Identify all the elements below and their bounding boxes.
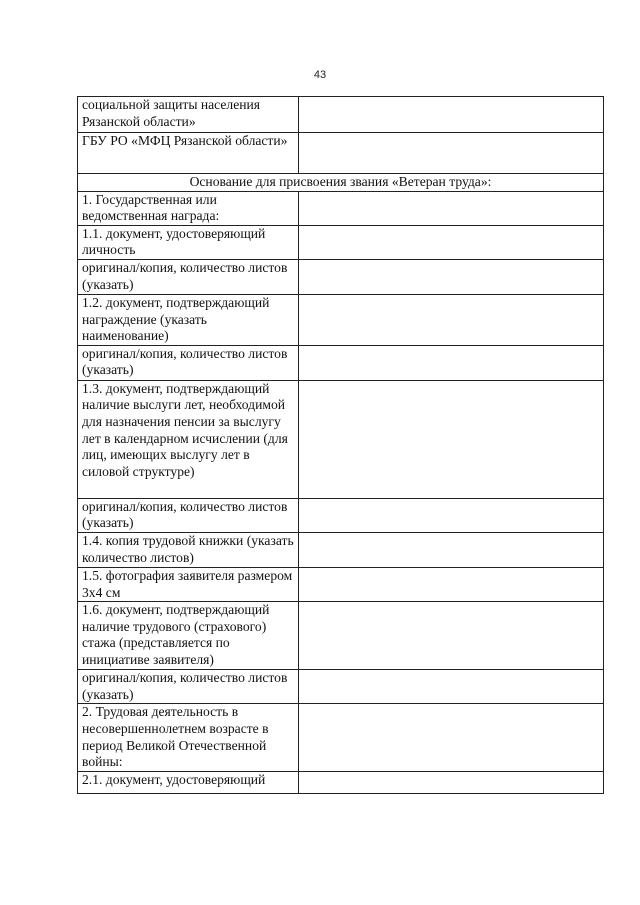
table-row <box>78 602 604 670</box>
row-label: 1.4. копия трудовой книжки (указать количество листов) <box>78 532 299 567</box>
table-row <box>78 133 604 174</box>
row-value-field[interactable] <box>299 191 604 225</box>
table-row <box>78 670 604 704</box>
row-label: 2. Трудовая деятельность в несовершеннолетнем возрасте в период Великой Отечественной войны: <box>78 704 299 772</box>
row-value-field[interactable] <box>299 259 604 294</box>
row-label: 1.6. документ, подтверждающий наличие трудового (страхового) стажа (представляется по инициативе заявителя) <box>78 602 299 670</box>
row-label: оригинал/копия, количество листов (указать) <box>78 345 299 380</box>
row-label: 1.1. документ, удостоверяющий личность <box>78 225 299 259</box>
table-row <box>78 191 604 225</box>
row-value-field[interactable] <box>299 294 604 345</box>
row-value-field[interactable] <box>299 602 604 670</box>
row-value-field[interactable] <box>299 532 604 567</box>
row-label: социальной защиты населения Рязанской области» <box>78 97 299 133</box>
row-value-field[interactable] <box>299 97 604 133</box>
row-label: ГБУ РО «МФЦ Рязанской области» <box>78 133 299 174</box>
table-row <box>78 259 604 294</box>
table-row <box>78 294 604 345</box>
row-value-field[interactable] <box>299 133 604 174</box>
row-label: 1. Государственная или ведомственная награда: <box>78 191 299 225</box>
row-value-field[interactable] <box>299 772 604 794</box>
row-label: 1.2. документ, подтверждающий награждение (указать наименование) <box>78 294 299 345</box>
page-number: 43 <box>313 69 327 81</box>
table-row <box>78 380 604 498</box>
table-row <box>78 772 604 794</box>
table-row <box>78 345 604 380</box>
table-row <box>78 498 604 532</box>
veteran-form-table <box>77 96 604 794</box>
row-value-field[interactable] <box>299 670 604 704</box>
row-value-field[interactable] <box>299 225 604 259</box>
row-label: оригинал/копия, количество листов (указать) <box>78 670 299 704</box>
row-label: оригинал/копия, количество листов (указать) <box>78 498 299 532</box>
row-label: 1.5. фотография заявителя размером 3x4 см <box>78 567 299 601</box>
table-row <box>78 704 604 772</box>
row-value-field[interactable] <box>299 345 604 380</box>
section-header: Основание для присвоения звания «Ветеран труда»: <box>78 174 604 192</box>
section-header-row <box>78 174 604 192</box>
table-row <box>78 225 604 259</box>
row-label: 1.3. документ, подтверждающий наличие выслуги лет, необходимой для назначения пенсии за выслугу лет в календарном исчислении (для лиц, имеющих выслугу лет в силовой структуре) <box>78 380 299 498</box>
table-row <box>78 567 604 601</box>
row-value-field[interactable] <box>299 498 604 532</box>
row-value-field[interactable] <box>299 380 604 498</box>
row-label: 2.1. документ, удостоверяющий <box>78 772 299 794</box>
table-row <box>78 532 604 567</box>
row-value-field[interactable] <box>299 567 604 601</box>
row-label: оригинал/копия, количество листов (указать) <box>78 259 299 294</box>
row-value-field[interactable] <box>299 704 604 772</box>
table-row <box>78 97 604 133</box>
